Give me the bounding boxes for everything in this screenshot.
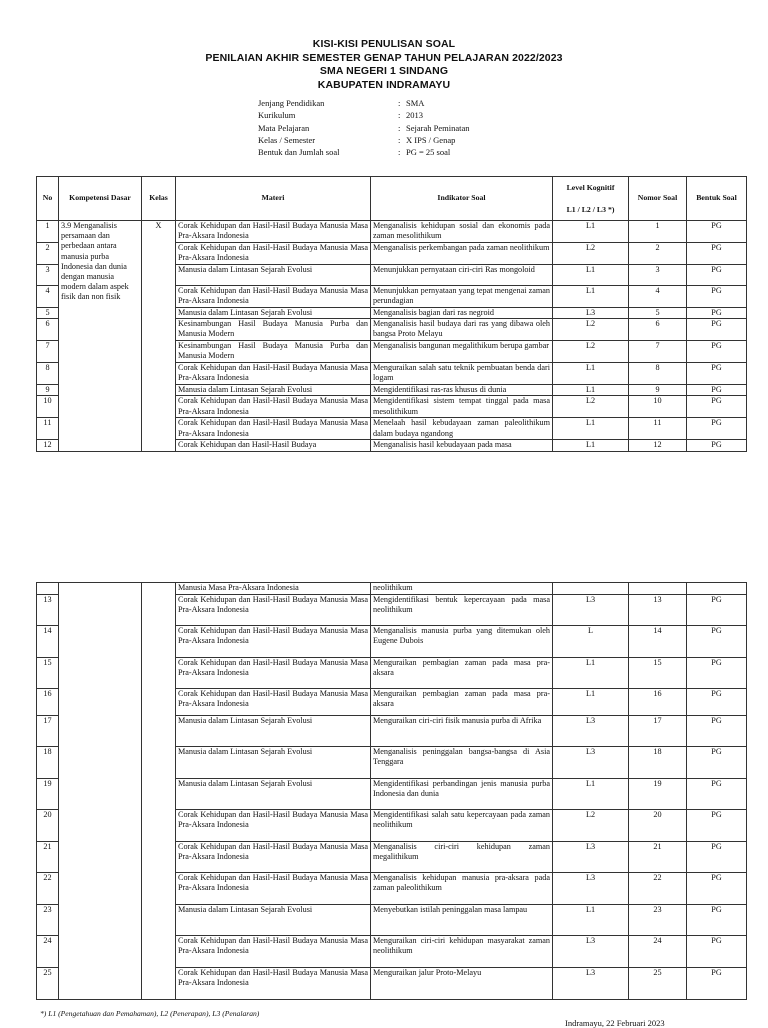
materi-cell: Corak Kehidupan dan Hasil-Hasil Budaya xyxy=(176,440,371,451)
meta-value: PG = 25 soal xyxy=(406,147,451,158)
nomor-soal-cell: 17 xyxy=(629,716,687,747)
document-meta xyxy=(258,97,470,158)
materi-cell: Corak Kehidupan dan Hasil-Hasil Budaya Manusia Masa Pra-Aksara Indonesia xyxy=(176,842,371,873)
level-cell: L1 xyxy=(553,286,629,308)
materi-cell: Corak Kehidupan dan Hasil-Hasil Budaya Manusia Masa Pra-Aksara Indonesia xyxy=(176,810,371,842)
row-number: 2 xyxy=(37,243,59,265)
level-cell: L1 xyxy=(553,658,629,689)
row-number: 16 xyxy=(37,689,59,716)
nomor-soal-cell: 19 xyxy=(629,779,687,810)
level-cell: L1 xyxy=(553,265,629,286)
indikator-cell: Menganalisis bagian dari ras negroid xyxy=(371,308,553,319)
bentuk-soal-cell: PG xyxy=(687,286,747,308)
level-cell: L3 xyxy=(553,968,629,1000)
bentuk-soal-cell: PG xyxy=(687,747,747,779)
materi-cell: Corak Kehidupan dan Hasil-Hasil Budaya Manusia Masa Pra-Aksara Indonesia xyxy=(176,243,371,265)
indikator-cell: Menguraikan ciri-ciri kehidupan masyarakat zaman neolithikum xyxy=(371,936,553,968)
row-number: 24 xyxy=(37,936,59,968)
nomor-soal-cell: 5 xyxy=(629,308,687,319)
bentuk-soal-cell: PG xyxy=(687,689,747,716)
row-number: 1 xyxy=(37,221,59,243)
meta-value: 2013 xyxy=(406,110,423,121)
level-title: Level Kognitif xyxy=(566,182,615,192)
nomor-soal-cell: 4 xyxy=(629,286,687,308)
bentuk-soal-cell: PG xyxy=(687,905,747,936)
indikator-cell: Menguraikan salah satu teknik pembuatan benda dari logam xyxy=(371,363,553,385)
meta-row xyxy=(258,109,470,121)
row-number: 23 xyxy=(37,905,59,936)
bentuk-soal-cell: PG xyxy=(687,626,747,658)
indikator-cell: Menganalisis peninggalan bangsa-bangsa di Asia Tenggara xyxy=(371,747,553,779)
bentuk-soal-cell: PG xyxy=(687,842,747,873)
indikator-cell: Menelaah hasil kebudayaan zaman paleolithikum dalam budaya ngandong xyxy=(371,418,553,440)
level-cell: L1 xyxy=(553,689,629,716)
indikator-cell: Menganalisis manusia purba yang ditemukan oleh Eugene Dubois xyxy=(371,626,553,658)
bentuk-soal-cell: PG xyxy=(687,363,747,385)
materi-cell: Corak Kehidupan dan Hasil-Hasil Budaya Manusia Masa Pra-Aksara Indonesia xyxy=(176,221,371,243)
nomor-soal-cell: 16 xyxy=(629,689,687,716)
level-cell-empty xyxy=(553,583,629,595)
materi-cell: Manusia dalam Lintasan Sejarah Evolusi xyxy=(176,308,371,319)
regency-name: KABUPATEN INDRAMAYU xyxy=(317,78,451,91)
row-number: 25 xyxy=(37,968,59,1000)
indikator-cell: Mengidentifikasi bentuk kepercayaan pada masa neolithikum xyxy=(371,595,553,626)
continuation-row xyxy=(37,583,747,595)
materi-cell: Corak Kehidupan dan Hasil-Hasil Budaya Manusia Masa Pra-Aksara Indonesia xyxy=(176,936,371,968)
level-cell: L3 xyxy=(553,873,629,905)
row-number: 9 xyxy=(37,385,59,396)
indikator-cell: Menganalisis hasil kebudayaan pada masa xyxy=(371,440,553,451)
indikator-cell: Mengidentifikasi perbandingan jenis manusia purba Indonesia dan dunia xyxy=(371,779,553,810)
nomor-soal-cell: 12 xyxy=(629,440,687,451)
nomor-soal-cell: 10 xyxy=(629,396,687,418)
row-number: 20 xyxy=(37,810,59,842)
nomor-soal-cell: 13 xyxy=(629,595,687,626)
meta-row xyxy=(258,134,470,146)
row-number: 10 xyxy=(37,396,59,418)
level-cell: L3 xyxy=(553,595,629,626)
indikator-cell: Menunjukkan pernyataan ciri-ciri Ras mongoloid xyxy=(371,265,553,286)
row-number: 5 xyxy=(37,308,59,319)
row-number: 4 xyxy=(37,286,59,308)
signature-place-date: Indramayu, 22 Februari 2023 xyxy=(565,1018,665,1028)
bentuk-soal-cell: PG xyxy=(687,873,747,905)
row-number: 21 xyxy=(37,842,59,873)
kompetensi-dasar-cell: 3.9 Menganalisis persamaan dan perbedaan antara manusia purba Indonesia dan dunia dengan manusia modern dalam aspek fisik dan non fisik xyxy=(59,221,142,452)
indikator-cell: Menganalisis kehidupan sosial dan ekonomis pada zaman mesolithikum xyxy=(371,221,553,243)
bentuk-soal-cell: PG xyxy=(687,243,747,265)
level-cell: L xyxy=(553,626,629,658)
meta-row xyxy=(258,97,470,109)
indikator-cell: Mengidentifikasi sistem tempat tinggal pada masa mesolithikum xyxy=(371,396,553,418)
level-cell: L1 xyxy=(553,418,629,440)
meta-row xyxy=(258,146,470,158)
meta-value: SMA xyxy=(406,98,425,108)
row-number: 12 xyxy=(37,440,59,451)
indikator-cell: Menguraikan ciri-ciri fisik manusia purba di Afrika xyxy=(371,716,553,747)
indikator-cell: Menganalisis hasil budaya dari ras yang dibawa oleh bangsa Proto Melayu xyxy=(371,319,553,341)
indikator-cell: Menganalisis bangunan megalithikum berupa gambar xyxy=(371,341,553,363)
materi-cell: Manusia dalam Lintasan Sejarah Evolusi xyxy=(176,385,371,396)
bentuk-soal-cell: PG xyxy=(687,221,747,243)
meta-separator: : xyxy=(398,147,401,158)
bentuk-soal-cell: PG xyxy=(687,265,747,286)
materi-cell: Corak Kehidupan dan Hasil-Hasil Budaya Manusia Masa Pra-Aksara Indonesia xyxy=(176,873,371,905)
row-number: 14 xyxy=(37,626,59,658)
row-number: 8 xyxy=(37,363,59,385)
materi-cell: Corak Kehidupan dan Hasil-Hasil Budaya Manusia Masa Pra-Aksara Indonesia xyxy=(176,363,371,385)
bentuk-soal-cell: PG xyxy=(687,968,747,1000)
materi-cell: Manusia dalam Lintasan Sejarah Evolusi xyxy=(176,779,371,810)
indikator-cell: Mengidentifikasi ras-ras khusus di dunia xyxy=(371,385,553,396)
materi-cell: Kesinambungan Hasil Budaya Manusia Purba dan Manusia Modern xyxy=(176,341,371,363)
row-number-empty xyxy=(37,583,59,595)
nomor-soal-cell: 25 xyxy=(629,968,687,1000)
materi-cell: Corak Kehidupan dan Hasil-Hasil Budaya Manusia Masa Pra-Aksara Indonesia xyxy=(176,658,371,689)
bentuk-soal-cell-empty xyxy=(687,583,747,595)
nomor-soal-cell: 23 xyxy=(629,905,687,936)
bentuk-soal-cell: PG xyxy=(687,396,747,418)
materi-cell: Manusia Masa Pra-Aksara Indonesia xyxy=(176,583,371,595)
bentuk-soal-cell: PG xyxy=(687,418,747,440)
nomor-soal-cell: 8 xyxy=(629,363,687,385)
indikator-cell: Menguraikan pembagian zaman pada masa pra-aksara xyxy=(371,658,553,689)
col-header-nomor: Nomor Soal xyxy=(629,177,687,221)
nomor-soal-cell: 15 xyxy=(629,658,687,689)
meta-label: Jenjang Pendidikan xyxy=(258,98,325,108)
nomor-soal-cell: 24 xyxy=(629,936,687,968)
bentuk-soal-cell: PG xyxy=(687,936,747,968)
indikator-cell: Menguraikan jalur Proto-Melayu xyxy=(371,968,553,1000)
bentuk-soal-cell: PG xyxy=(687,385,747,396)
nomor-soal-cell: 22 xyxy=(629,873,687,905)
meta-label: Bentuk dan Jumlah soal xyxy=(258,147,340,158)
kelas-cell: X xyxy=(142,221,176,452)
meta-separator: : xyxy=(398,98,401,108)
indikator-cell: Menganalisis perkembangan pada zaman neolithikum xyxy=(371,243,553,265)
level-cell: L3 xyxy=(553,308,629,319)
nomor-soal-cell: 6 xyxy=(629,319,687,341)
level-cell: L1 xyxy=(553,385,629,396)
footnote: *) L1 (Pengetahuan dan Pemahaman), L2 (Penerapan), L3 (Penalaran) xyxy=(40,1009,260,1018)
indikator-cell: Menyebutkan istilah peninggalan masa lampau xyxy=(371,905,553,936)
row-number: 17 xyxy=(37,716,59,747)
level-cell: L2 xyxy=(553,810,629,842)
col-header-kd: Kompetensi Dasar xyxy=(59,177,142,221)
nomor-soal-cell: 3 xyxy=(629,265,687,286)
document-header xyxy=(0,38,768,92)
school-name: SMA NEGERI 1 SINDANG xyxy=(319,65,449,77)
nomor-soal-cell: 14 xyxy=(629,626,687,658)
materi-cell: Corak Kehidupan dan Hasil-Hasil Budaya Manusia Masa Pra-Aksara Indonesia xyxy=(176,968,371,1000)
level-cell: L2 xyxy=(553,396,629,418)
col-header-indikator: Indikator Soal xyxy=(371,177,553,221)
materi-cell: Corak Kehidupan dan Hasil-Hasil Budaya Manusia Masa Pra-Aksara Indonesia xyxy=(176,396,371,418)
nomor-soal-cell: 11 xyxy=(629,418,687,440)
nomor-soal-cell: 18 xyxy=(629,747,687,779)
col-header-materi: Materi xyxy=(176,177,371,221)
nomor-soal-cell-empty xyxy=(629,583,687,595)
row-number: 11 xyxy=(37,418,59,440)
nomor-soal-cell: 2 xyxy=(629,243,687,265)
indikator-cell: neolithikum xyxy=(371,583,553,595)
meta-separator: : xyxy=(398,110,401,121)
materi-cell: Manusia dalam Lintasan Sejarah Evolusi xyxy=(176,905,371,936)
indikator-cell: Menunjukkan pernyataan yang tepat mengenai zaman perundagian xyxy=(371,286,553,308)
level-cell: L1 xyxy=(553,363,629,385)
level-cell: L3 xyxy=(553,747,629,779)
level-cell: L2 xyxy=(553,341,629,363)
level-cell: L1 xyxy=(553,221,629,243)
nomor-soal-cell: 7 xyxy=(629,341,687,363)
meta-separator: : xyxy=(398,134,401,145)
indikator-cell: Menganalisis kehidupan manusia pra-aksara pada zaman paleolithikum xyxy=(371,873,553,905)
level-cell: L3 xyxy=(553,716,629,747)
level-cell: L1 xyxy=(553,905,629,936)
nomor-soal-cell: 9 xyxy=(629,385,687,396)
row-number: 6 xyxy=(37,319,59,341)
row-number: 19 xyxy=(37,779,59,810)
row-number: 18 xyxy=(37,747,59,779)
bentuk-soal-cell: PG xyxy=(687,595,747,626)
kisi-table-page1 xyxy=(36,176,747,452)
col-header-bentuk: Bentuk Soal xyxy=(687,177,747,221)
bentuk-soal-cell: PG xyxy=(687,308,747,319)
bentuk-soal-cell: PG xyxy=(687,319,747,341)
materi-cell: Corak Kehidupan dan Hasil-Hasil Budaya Manusia Masa Pra-Aksara Indonesia xyxy=(176,595,371,626)
materi-cell: Kesinambungan Hasil Budaya Manusia Purba dan Manusia Modern xyxy=(176,319,371,341)
level-cell: L2 xyxy=(553,243,629,265)
materi-cell: Corak Kehidupan dan Hasil-Hasil Budaya Manusia Masa Pra-Aksara Indonesia xyxy=(176,689,371,716)
table-row xyxy=(37,221,747,243)
meta-value: X IPS / Genap xyxy=(406,134,456,145)
level-cell: L3 xyxy=(553,936,629,968)
meta-row xyxy=(258,122,470,134)
kisi-table-page2 xyxy=(36,582,747,1000)
doc-title: KISI-KISI PENULISAN SOAL xyxy=(312,38,456,50)
kompetensi-dasar-cell-empty xyxy=(59,583,142,1000)
meta-value: Sejarah Peminatan xyxy=(406,122,470,133)
bentuk-soal-cell: PG xyxy=(687,716,747,747)
meta-label: Kurikulum xyxy=(258,110,296,121)
indikator-cell: Menganalisis ciri-ciri kehidupan zaman megalithikum xyxy=(371,842,553,873)
materi-cell: Manusia dalam Lintasan Sejarah Evolusi xyxy=(176,265,371,286)
col-header-level xyxy=(553,177,629,221)
kelas-cell-empty xyxy=(142,583,176,1000)
meta-label: Mata Pelajaran xyxy=(258,122,310,133)
bentuk-soal-cell: PG xyxy=(687,440,747,451)
table-header-row xyxy=(37,177,747,221)
row-number: 3 xyxy=(37,265,59,286)
materi-cell: Manusia dalam Lintasan Sejarah Evolusi xyxy=(176,747,371,779)
indikator-cell: Menguraikan pembagian zaman pada masa pra-aksara xyxy=(371,689,553,716)
nomor-soal-cell: 1 xyxy=(629,221,687,243)
materi-cell: Corak Kehidupan dan Hasil-Hasil Budaya Manusia Masa Pra-Aksara Indonesia xyxy=(176,626,371,658)
doc-subtitle: PENILAIAN AKHIR SEMESTER GENAP TAHUN PELAJARAN 2022/2023 xyxy=(205,51,563,64)
level-cell: L3 xyxy=(553,842,629,873)
nomor-soal-cell: 20 xyxy=(629,810,687,842)
row-number: 22 xyxy=(37,873,59,905)
indikator-cell: Mengidentifikasi salah satu kepercayaan pada zaman neolithikum xyxy=(371,810,553,842)
materi-cell: Corak Kehidupan dan Hasil-Hasil Budaya Manusia Masa Pra-Aksara Indonesia xyxy=(176,286,371,308)
level-cell: L2 xyxy=(553,319,629,341)
bentuk-soal-cell: PG xyxy=(687,779,747,810)
row-number: 13 xyxy=(37,595,59,626)
level-cell: L1 xyxy=(553,779,629,810)
col-header-kelas: Kelas xyxy=(142,177,176,221)
bentuk-soal-cell: PG xyxy=(687,341,747,363)
materi-cell: Corak Kehidupan dan Hasil-Hasil Budaya Manusia Masa Pra-Aksara Indonesia xyxy=(176,418,371,440)
col-header-no: No xyxy=(37,177,59,221)
materi-cell: Manusia dalam Lintasan Sejarah Evolusi xyxy=(176,716,371,747)
meta-separator: : xyxy=(398,122,401,133)
level-sub: L1 / L2 / L3 *) xyxy=(566,204,615,214)
bentuk-soal-cell: PG xyxy=(687,810,747,842)
row-number: 7 xyxy=(37,341,59,363)
nomor-soal-cell: 21 xyxy=(629,842,687,873)
row-number: 15 xyxy=(37,658,59,689)
bentuk-soal-cell: PG xyxy=(687,658,747,689)
meta-label: Kelas / Semester xyxy=(258,134,316,145)
level-cell: L1 xyxy=(553,440,629,451)
